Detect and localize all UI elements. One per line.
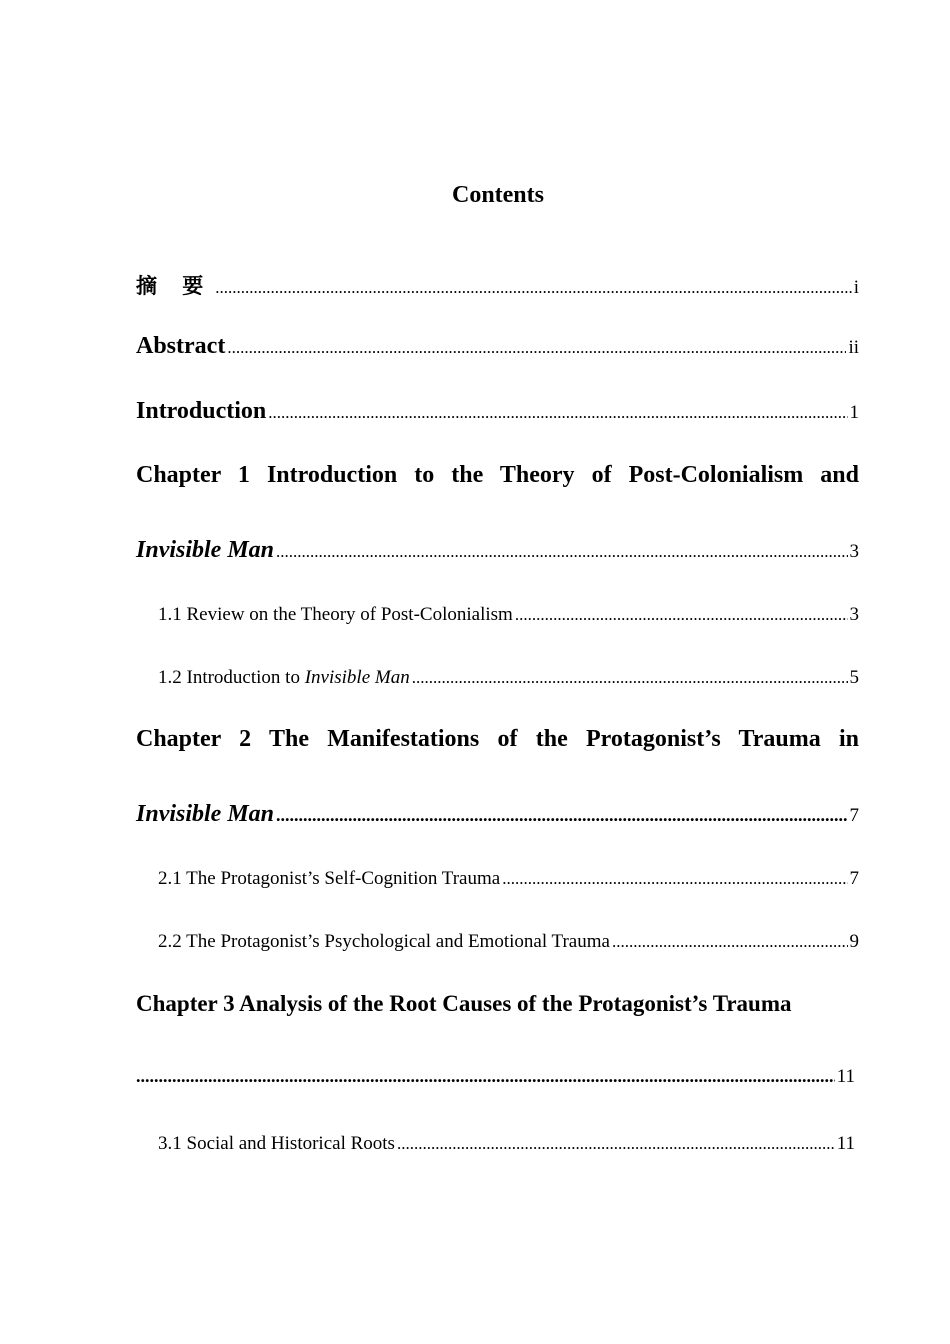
toc-entry-label: Invisible Man	[136, 537, 275, 563]
toc-page-number: ii	[848, 337, 859, 358]
toc-section-1-2[interactable]	[158, 667, 859, 689]
dot-leader	[276, 805, 847, 826]
dot-leader	[502, 869, 847, 889]
toc-entry-italic-title: Invisible Man	[304, 667, 410, 688]
toc-entry-zhaiyao[interactable]	[136, 270, 859, 300]
toc-chapter-2-line2[interactable]	[136, 801, 859, 828]
toc-section-3-1[interactable]	[158, 1133, 859, 1155]
toc-page-number: 7	[849, 868, 859, 889]
toc-entry-introduction[interactable]	[136, 398, 859, 425]
toc-page-number: 1	[849, 402, 859, 423]
toc-entry-label: 1.1 Review on the Theory of Post-Colonialism	[158, 604, 513, 625]
toc-page-number: 3	[849, 604, 859, 625]
toc-chapter-3-line1[interactable]	[136, 991, 859, 1017]
toc-page-number: 11	[836, 1066, 855, 1087]
dot-leader	[276, 542, 847, 562]
dot-leader	[515, 605, 848, 625]
toc-page-number: i	[853, 277, 859, 298]
toc-entry-label	[158, 667, 410, 689]
toc-page-number: 9	[849, 931, 859, 952]
toc-page-number: 7	[849, 805, 859, 826]
dot-leader	[612, 932, 848, 952]
toc-page-number: 5	[849, 667, 859, 688]
toc-entry-abstract[interactable]	[136, 333, 859, 360]
toc-chapter-1-line1[interactable]: Chapter 1 Introduction to the Theory of Post-Colonialism and	[136, 462, 859, 488]
toc-entry-label: Introduction	[136, 398, 267, 424]
toc-chapter-2-line1[interactable]: Chapter 2 The Manifestations of the Protagonist’s Trauma in	[136, 726, 859, 752]
dot-leader	[215, 278, 851, 298]
dot-leader	[412, 668, 848, 688]
toc-entry-label: 2.2 The Protagonist’s Psychological and Emotional Trauma	[158, 931, 610, 952]
dot-leader	[268, 403, 847, 423]
toc-section-2-1[interactable]	[158, 868, 859, 890]
toc-chapter-3-line2[interactable]	[136, 1066, 859, 1088]
contents-title: Contents	[451, 182, 544, 208]
toc-chapter-1-line2[interactable]	[136, 537, 859, 564]
toc-section-2-2[interactable]	[158, 931, 859, 953]
toc-entry-label: 摘 要	[136, 274, 214, 298]
toc-page-number: 11	[836, 1133, 855, 1154]
toc-entry-label: Invisible Man	[136, 801, 275, 827]
toc-page-number: 3	[849, 541, 859, 562]
dot-leader	[136, 1066, 835, 1087]
dot-leader	[227, 338, 846, 358]
toc-entry-prefix: 1.2 Introduction to	[158, 667, 305, 688]
toc-section-1-1[interactable]	[158, 604, 859, 626]
toc-entry-label: Chapter 3 Analysis of the Root Causes of the Protagonist’s Trauma	[136, 991, 792, 1016]
dot-leader	[397, 1134, 835, 1154]
toc-entry-label: 2.1 The Protagonist’s Self-Cognition Trauma	[158, 868, 501, 889]
toc-entry-label: Abstract	[136, 333, 226, 359]
toc-entry-label: 3.1 Social and Historical Roots	[158, 1133, 395, 1154]
